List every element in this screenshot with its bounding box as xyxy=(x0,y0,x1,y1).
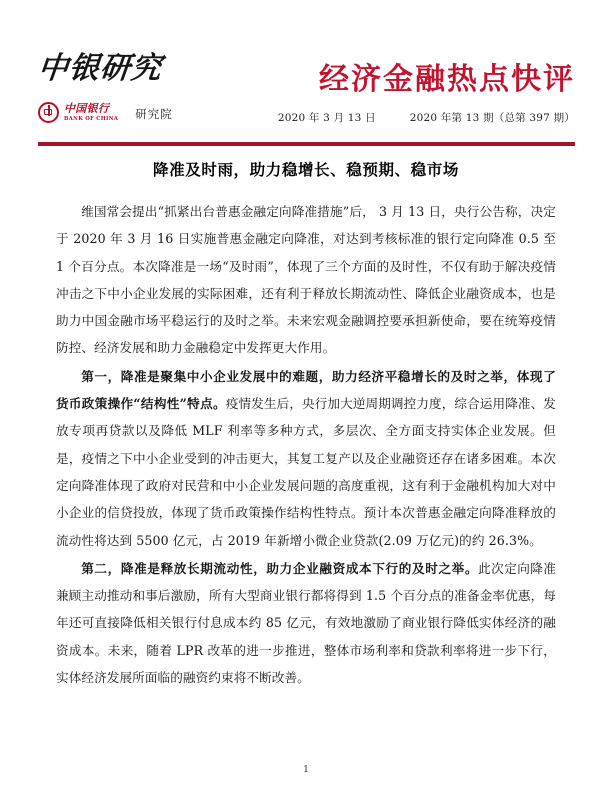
brand-block xyxy=(38,52,288,123)
paragraph-1 xyxy=(56,198,556,362)
bank-of-china-logo-group xyxy=(38,102,288,123)
institute-label: 研究院 xyxy=(135,107,173,121)
article-body xyxy=(56,158,556,692)
publication-title: 经济金融热点快评 xyxy=(319,62,575,97)
bank-name-en: BANK OF CHINA xyxy=(64,115,119,122)
bank-of-china-emblem-icon xyxy=(38,102,59,123)
issue-number: 2020 年第 13 期（总第 397 期） xyxy=(409,112,575,124)
bank-name-group xyxy=(64,103,118,122)
document-header xyxy=(38,52,575,144)
issue-line xyxy=(278,110,575,125)
paragraph-3-lead: 第二，降准是释放长期流动性，助力企业融资成本下行的及时之举。 xyxy=(81,560,479,576)
paragraph-2-text: 疫情发生后，央行加大逆周期调控力度，综合运用降准、发放专项再贷款以及降低 MLF 利率等多种方式，多层次、全方面支持实体企业发展。但是，疫情之下中小企业受到的冲击更大，其复工复产以及企业融资还存在诸多困难。本次定向降准体现了政府对民营和中小企业发展问题的高度重视，这有利于金融机构加大对中小企业的信贷投放，体现了货币政策操作结构性特点。预计本次普惠金融定向降准释放的流动性将达到 5500 亿元，占 2019 年新增小微企业贷款(2.09 万亿元)的约 26.3%。 xyxy=(56,396,556,548)
bank-name-cn: 中国银行 xyxy=(64,102,110,116)
paragraph-3-text: 此次定向降准兼顾主动推动和事后激励，所有大型商业银行都将得到 1.5 个百分点的准备金率优惠，每年还可直接降低相关银行付息成本约 85 亿元，有效地激励了商业银行降低实体经济的融资成本。未来，随着 LPR 改革的进一步推进，整体市场利率和贷款利率将进一步下行，实体经济发展所面临的融资约束将不断改善。 xyxy=(56,560,556,686)
paragraph-1-text: 维国常会提出“抓紧出台普惠金融定向降准措施”后， 3 月 13 日，央行公告称，决定于 2020 年 3 月 16 日实施普惠金融定向降准，对达到考核标准的银行定向降准 0.5 至 1 个百分点。本次降准是一场“及时雨”，体现了三个方面的及时性，不仅有助于解决疫情冲击之下中小企业发展的实际困难，还有利于释放长期流动性、降低企业融资成本，也是助力中国金融市场平稳运行的及时之举。未来宏观金融调控要承担新使命，要在统筹疫情防控、经济发展和助力金融稳定中发挥更大作用。 xyxy=(56,204,556,356)
article-title: 降准及时雨，助力稳增长、稳预期、稳市场 xyxy=(153,160,459,179)
page-number: 1 xyxy=(302,764,310,775)
paragraph-2-lead: 第一，降准是聚集中小企业发展中的难题，助力经济平稳增长的及时之举，体现了货币政策操作“结构性”特点。 xyxy=(56,368,556,412)
paragraph-3 xyxy=(56,555,556,691)
paragraph-2 xyxy=(56,363,556,554)
brand-script-logo: 中银研究 xyxy=(36,51,164,86)
publication-date: 2020 年 3 月 13 日 xyxy=(277,112,376,124)
header-divider xyxy=(38,142,575,146)
